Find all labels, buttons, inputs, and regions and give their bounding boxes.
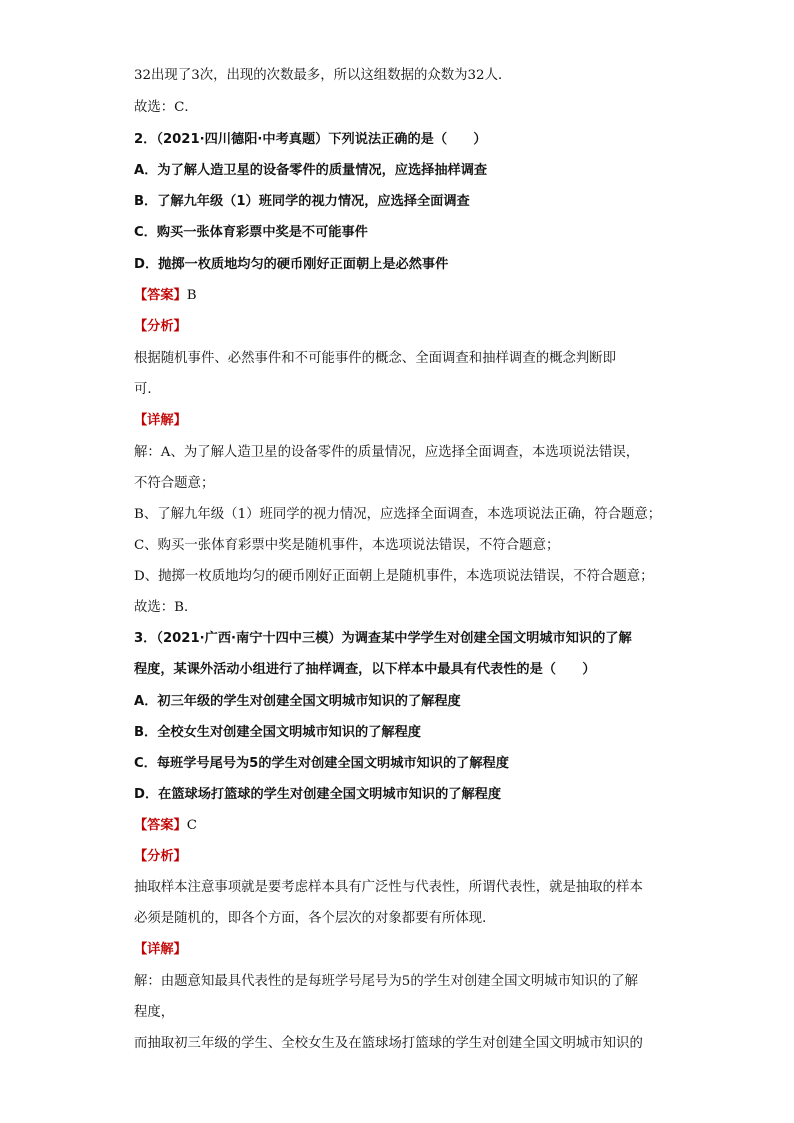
answer-value: C [186, 818, 197, 833]
question-3-option-a: A．初三年级的学生对创建全国文明城市知识的了解程度 [134, 694, 461, 709]
detail-label: 【详解】 [134, 942, 187, 957]
question-3-option-d: D．在篮球场打篮球的学生对创建全国文明城市知识的了解程度 [134, 787, 502, 802]
text-line: 故选：C． [134, 100, 198, 115]
text-line: D、抛掷一枚质地均匀的硬币刚好正面朝上是随机事件，本选项说法错误，不符合题意； [134, 569, 654, 584]
question-2-detail-label [134, 412, 664, 430]
question-2-option-d: D．抛掷一枚质地均匀的硬币刚好正面朝上是必然事件 [134, 257, 449, 272]
text-line: B、了解九年级（1）班同学的视力情况，应选择全面调查，本选项说法正确，符合题意； [134, 507, 662, 522]
text-line: 解：A、为了解人造卫星的设备零件的质量情况，应选择全面调查，本选项说法错误， [134, 445, 640, 460]
text-line: 32出现了3次，出现的次数最多，所以这组数据的众数为32人． [134, 68, 512, 83]
text-line: C、购买一张体育彩票中奖是随机事件，本选项说法错误，不符合题意； [134, 538, 560, 553]
text-line: 必须是随机的，即各个方面，各个层次的对象都要有所体现． [134, 911, 496, 926]
text-line: 解：由题意知最具代表性的是每班学号尾号为5的学生对创建全国文明城市知识的了解 [134, 974, 638, 989]
text-line: 故选：B． [134, 600, 198, 615]
answer-value: B [186, 288, 197, 303]
text-line: 可． [134, 382, 161, 397]
question-2-option-a: A．为了解人造卫星的设备零件的质量情况，应选择抽样调查 [134, 163, 488, 178]
question-3-stem-1: 3．（2021·广西·南宁十四中三模）为调查某中学学生对创建全国文明城市知识的了解 [134, 631, 632, 646]
answer-label: 【答案】 [134, 818, 187, 833]
question-2-option-c: C．购买一张体育彩票中奖是不可能事件 [134, 225, 368, 240]
text-line: 不符合题意； [134, 476, 215, 491]
question-3-detail-label [134, 941, 664, 959]
question-2-stem: 2．（2021·四川德阳·中考真题）下列说法正确的是（ ） [134, 132, 487, 147]
text-line: 而抽取初三年级的学生、全校女生及在篮球场打篮球的学生对创建全国文明城市知识的 [134, 1036, 643, 1051]
analysis-label: 【分析】 [134, 849, 187, 864]
question-2-analysis-label [134, 318, 664, 336]
question-2-answer [134, 287, 664, 305]
detail-label: 【详解】 [134, 413, 187, 428]
question-3-option-b: B．全校女生对创建全国文明城市知识的了解程度 [134, 725, 421, 740]
question-3-option-c: C．每班学号尾号为5的学生对创建全国文明城市知识的了解程度 [134, 756, 509, 771]
text-line: 根据随机事件、必然事件和不可能事件的概念、全面调查和抽样调查的概念判断即 [134, 351, 617, 366]
answer-label: 【答案】 [134, 288, 187, 303]
text-line: 程度， [134, 1005, 175, 1020]
question-3-analysis-label [134, 848, 664, 866]
text-line: 抽取样本注意事项就是要考虑样本具有广泛性与代表性，所谓代表性，就是抽取的样本 [134, 880, 643, 895]
question-3-stem-2: 程度，某课外活动小组进行了抽样调查，以下样本中最具有代表性的是（ ） [134, 662, 596, 677]
question-2-option-b: B．了解九年级（1）班同学的视力情况，应选择全面调查 [134, 194, 470, 209]
question-3-answer [134, 817, 664, 835]
analysis-label: 【分析】 [134, 319, 187, 334]
